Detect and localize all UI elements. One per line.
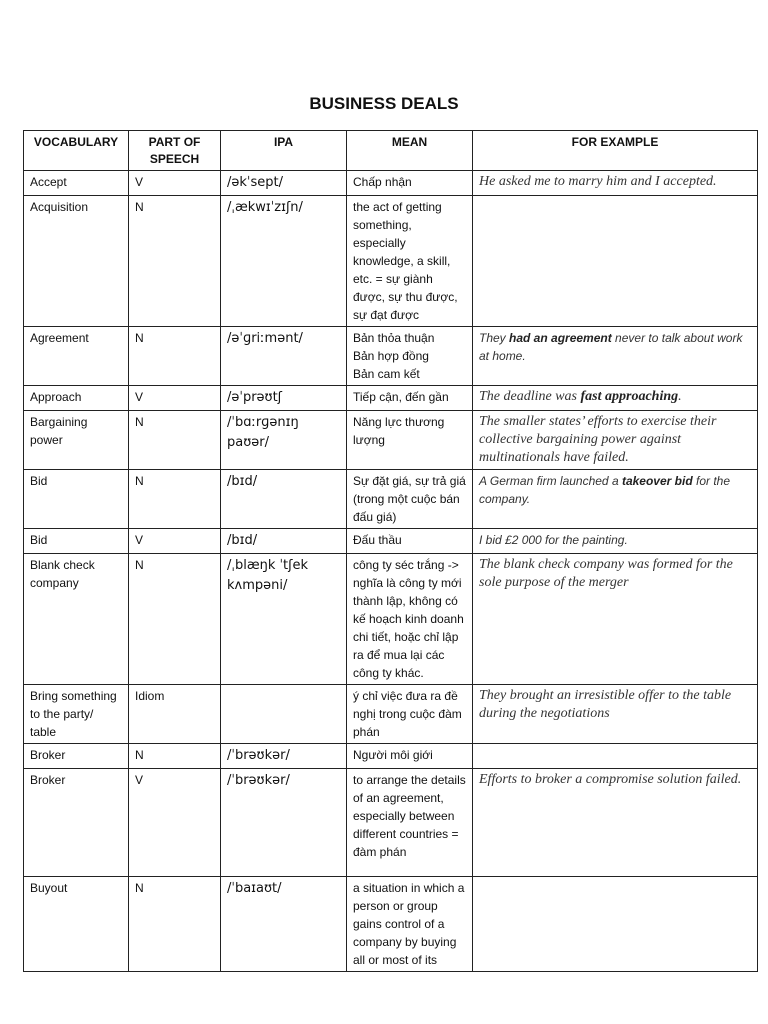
- example-cell: [473, 171, 758, 196]
- example-cell: [473, 685, 758, 744]
- example-cell: [473, 744, 758, 769]
- table-row: [24, 196, 758, 327]
- ipa-cell: /ˌækwɪˈzɪʃn/: [221, 196, 347, 327]
- vocabulary-cell: Broker: [24, 744, 129, 769]
- mean-cell: ý chỉ việc đưa ra đề nghị trong cuộc đàm phán: [347, 685, 473, 744]
- example-text: The blank check company was formed for the sole purpose of the merger: [479, 557, 733, 590]
- table-row: [24, 877, 758, 972]
- part-of-speech-cell: V: [129, 171, 221, 196]
- part-of-speech-cell: N: [129, 744, 221, 769]
- part-of-speech-cell: V: [129, 529, 221, 554]
- header-vocabulary: VOCABULARY: [24, 131, 129, 171]
- ipa-cell: /əˈprəʊtʃ: [221, 386, 347, 411]
- page-title: BUSINESS DEALS: [309, 94, 459, 113]
- example-text: I bid £2 000 for the painting.: [479, 533, 628, 547]
- example-cell: [473, 769, 758, 877]
- example-cell: [473, 470, 758, 529]
- example-text: .: [678, 389, 682, 404]
- mean-cell: Năng lực thương lượng: [347, 411, 473, 470]
- example-text: The smaller states’ efforts to exercise their collective bargaining power against multinationals have failed.: [479, 414, 717, 465]
- example-text: He asked me to marry him and I accepted.: [479, 174, 717, 189]
- mean-cell: Sự đặt giá, sự trả giá (trong một cuộc bán đấu giá): [347, 470, 473, 529]
- ipa-cell: /ˌblæŋk ˈtʃek kʌmpəni/: [221, 554, 347, 685]
- mean-cell: the act of getting something, especially knowledge, a skill, etc. = sự giành được, sự thu được, sự đạt được: [347, 196, 473, 327]
- example-emphasis: takeover bid: [621, 474, 693, 488]
- ipa-cell: /ˈbaɪaʊt/: [221, 877, 347, 972]
- table-row: [24, 529, 758, 554]
- table-row: [24, 744, 758, 769]
- example-text: They brought an irresistible offer to the table during the negotiations: [479, 688, 732, 721]
- example-text: They: [479, 331, 510, 345]
- vocabulary-cell: Accept: [24, 171, 129, 196]
- part-of-speech-cell: N: [129, 411, 221, 470]
- table-row: [24, 327, 758, 386]
- example-text: for the company.: [479, 474, 731, 506]
- example-text: A German firm launched a: [479, 474, 622, 488]
- ipa-cell: /bɪd/: [221, 529, 347, 554]
- part-of-speech-cell: N: [129, 470, 221, 529]
- part-of-speech-cell: Idiom: [129, 685, 221, 744]
- example-cell: [473, 327, 758, 386]
- table-body: [24, 171, 758, 972]
- mean-cell: Bản thỏa thuận Bản hợp đồng Bản cam kết: [347, 327, 473, 386]
- mean-cell: Người môi giới: [347, 744, 473, 769]
- part-of-speech-cell: N: [129, 877, 221, 972]
- table-row: [24, 554, 758, 685]
- example-emphasis: fast approaching: [580, 389, 679, 404]
- mean-cell: Tiếp cận, đến gần: [347, 386, 473, 411]
- ipa-cell: /ˈbɑːrɡənɪŋ paʊər/: [221, 411, 347, 470]
- part-of-speech-cell: V: [129, 769, 221, 877]
- vocabulary-cell: Broker: [24, 769, 129, 877]
- example-emphasis: had an agreement: [509, 331, 612, 345]
- vocabulary-cell: Bring something to the party/ table: [24, 685, 129, 744]
- part-of-speech-cell: V: [129, 386, 221, 411]
- ipa-cell: /ˈbrəʊkər/: [221, 769, 347, 877]
- ipa-cell: /bɪd/: [221, 470, 347, 529]
- example-cell: [473, 529, 758, 554]
- example-cell: [473, 411, 758, 470]
- vocabulary-cell: Approach: [24, 386, 129, 411]
- mean-cell: Chấp nhận: [347, 171, 473, 196]
- example-text: The deadline was: [479, 389, 581, 404]
- example-cell: [473, 386, 758, 411]
- table-row: [24, 685, 758, 744]
- vocabulary-cell: Agreement: [24, 327, 129, 386]
- ipa-cell: /əkˈsept/: [221, 171, 347, 196]
- example-text: never to talk about work at home.: [479, 331, 743, 363]
- ipa-cell: /ˈbrəʊkər/: [221, 744, 347, 769]
- mean-cell: to arrange the details of an agreement, especially between different countries = đàm phán: [347, 769, 473, 877]
- mean-cell: a situation in which a person or group gains control of a company by buying all or most of its: [347, 877, 473, 972]
- header-mean: MEAN: [347, 131, 473, 171]
- example-cell: [473, 554, 758, 685]
- table-row: [24, 470, 758, 529]
- vocabulary-cell: Bid: [24, 529, 129, 554]
- vocabulary-cell: Buyout: [24, 877, 129, 972]
- table-header-row: [24, 131, 758, 171]
- example-cell: [473, 877, 758, 972]
- part-of-speech-cell: N: [129, 554, 221, 685]
- part-of-speech-cell: N: [129, 327, 221, 386]
- mean-cell: công ty séc trắng -> nghĩa là công ty mới thành lập, không có kế hoạch kinh doanh chi tiết, hoặc chỉ lập ra để mua lại các công ty khác.: [347, 554, 473, 685]
- header-for-example: FOR EXAMPLE: [473, 131, 758, 171]
- ipa-cell: /əˈɡriːmənt/: [221, 327, 347, 386]
- example-text: Efforts to broker a compromise solution failed.: [479, 772, 742, 787]
- vocabulary-cell: Acquisition: [24, 196, 129, 327]
- vocabulary-cell: Blank check company: [24, 554, 129, 685]
- table-row: [24, 769, 758, 877]
- part-of-speech-cell: N: [129, 196, 221, 327]
- table-row: [24, 171, 758, 196]
- ipa-cell: [221, 685, 347, 744]
- vocabulary-cell: Bid: [24, 470, 129, 529]
- vocabulary-table: [23, 130, 758, 972]
- header-ipa: IPA: [221, 131, 347, 171]
- vocabulary-cell: Bargaining power: [24, 411, 129, 470]
- header-part-of-speech: PART OF SPEECH: [129, 131, 221, 171]
- example-cell: [473, 196, 758, 327]
- table-row: [24, 411, 758, 470]
- table-row: [24, 386, 758, 411]
- mean-cell: Đấu thầu: [347, 529, 473, 554]
